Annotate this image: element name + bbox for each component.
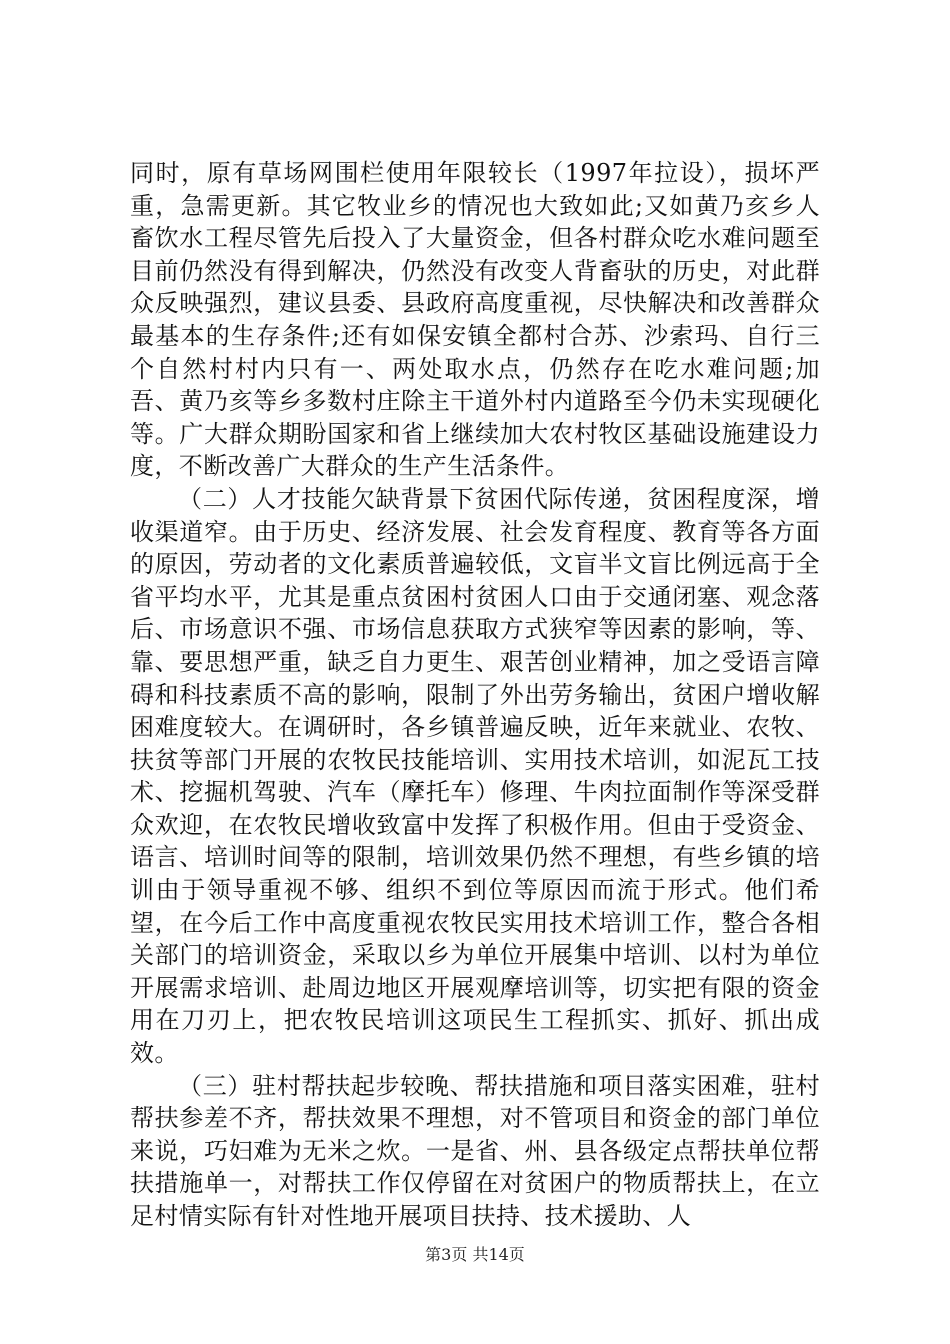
paragraph-village-assistance: （三）驻村帮扶起步较晚、帮扶措施和项目落实困难，驻村帮扶参差不齐，帮扶效果不理想，对不管项目和资金的部门单位来说，巧妇难为无米之炊。一是省、州、县各级定点帮扶单位帮扶措施单一，对帮扶工作仅停留在对贫困户的物质帮扶上，在立足村情实际有针对性地开展项目扶持、技术援助、人 (130, 1071, 820, 1230)
paragraph-talent-skills: （二）人才技能欠缺背景下贫困代际传递，贫困程度深，增收渠道窄。由于历史、经济发展、社会发育程度、教育等各方面的原因，劳动者的文化素质普遍较低，文盲半文盲比例远高于全省平均水平，尤其是重点贫困村贫困人口由于交通闭塞、观念落后、市场意识不强、市场信息获取方式狭窄等因素的影响，等、靠、要思想严重，缺乏自力更生、艰苦创业精神，加之受语言障碍和科技素质不高的影响，限制了外出劳务输出，贫困户增收解困难度较大。在调研时，各乡镇普遍反映，近年来就业、农牧、扶贫等部门开展的农牧民技能培训、实用技术培训，如泥瓦工技术、挖掘机驾驶、汽车（摩托车）修理、牛肉拉面制作等深受群众欢迎，在农牧民增收致富中发挥了积极作用。但由于受资金、语言、培训时间等的限制，培训效果仍然不理想，有些乡镇的培训由于领导重视不够、组织不到位等原因而流于形式。他们希望，在今后工作中高度重视农牧民实用技术培训工作，整合各相关部门的培训资金，采取以乡为单位开展集中培训、以村为单位开展需求培训、赴周边地区开展观摩培训等，切实把有限的资金用在刀刃上，把农牧民培训这项民生工程抓实、抓好、抓出成效。 (130, 484, 820, 1068)
document-body (130, 157, 820, 1233)
page-number-footer: 第3页 共14页 (425, 1245, 525, 1264)
paragraph-infrastructure: 同时，原有草场网围栏使用年限较长（1997年拉设），损坏严重，急需更新。其它牧业乡的情况也大致如此;又如黄乃亥乡人畜饮水工程尽管先后投入了大量资金，但各村群众吃水难问题至目前仍然没有得到解决，仍然没有改变人背畜驮的历史，对此群众反映强烈，建议县委、县政府高度重视，尽快解决和改善群众最基本的生存条件;还有如保安镇全都村合苏、沙索玛、自行三个自然村村内只有一、两处取水点，仍然存在吃水难问题;加吾、黄乃亥等乡多数村庄除主干道外村内道路至今仍未实现硬化等。广大群众期盼国家和省上继续加大农村牧区基础设施建设力度，不断改善广大群众的生产生活条件。 (130, 159, 820, 481)
